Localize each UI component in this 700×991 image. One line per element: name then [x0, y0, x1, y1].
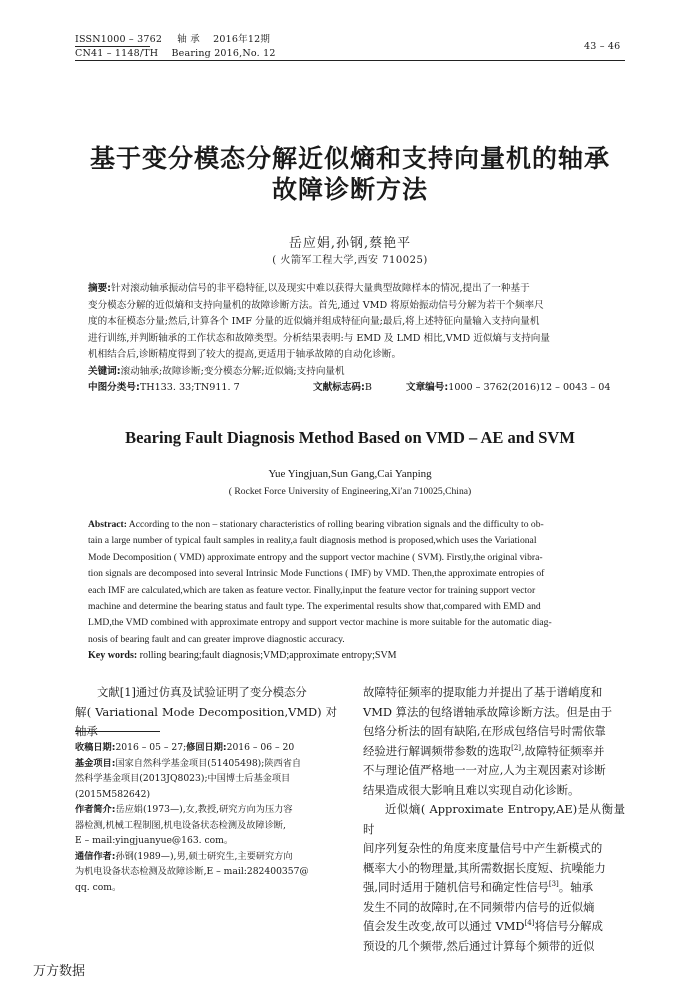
abstract-en-line: According to the non – stationary characteristics of rolling bearing vibration signals and the difficulty to ob-	[128, 519, 544, 530]
abstract-en-line: each IMF are calculated,which are taken as feature vector. Finally,input the feature vector for training support vector	[88, 584, 536, 596]
classification-line	[88, 380, 613, 397]
body-right-line: 不与理论值严格地一一对应,人为主观因素对诊断	[363, 763, 606, 777]
affiliation-en: ( Rocket Force University of Engineering,Xi′an 710025,China)	[228, 486, 472, 497]
abstract-cn-line: 针对滚动轴承振动信号的非平稳特征,以及现实中难以获得大量典型故障样本的情况,提出了一种基于	[111, 283, 530, 294]
abstract-en-line: nosis of bearing fault and can greater improve diagnostic accuracy.	[88, 633, 345, 645]
doc-code-label: 文献标志码:	[313, 382, 365, 393]
body-left	[75, 683, 337, 742]
title-cn-line1: 基于变分模态分解近似熵和支持向量机的轴承	[89, 144, 610, 173]
cn-number: CN41 – 1148/TH	[75, 48, 159, 59]
body-right-line: 包络分析法的固有缺陷,在形成包络信号时需依靠	[363, 724, 606, 738]
received-date	[75, 740, 337, 756]
abstract-cn-line: 机相结合后,诊断精度得到了较大的提高,更适用于轴承故障的自动化诊断。	[88, 349, 402, 360]
funding-line: 然科学基金项目(2013JQ8023);中国博士后基金项目	[75, 773, 291, 784]
body-left-line: 文献[1]通过仿真及试验证明了变分模态分	[97, 685, 307, 699]
author-bio-line: E – mail:yingjuanyue@163. com。	[75, 835, 234, 846]
body-right	[363, 683, 625, 956]
text-span: 值会发生改变,故可以通过 VMD	[363, 919, 525, 933]
header-rule	[75, 60, 625, 61]
text-span: 将信号分解成	[534, 919, 603, 933]
journal-name-cn: 轴 承	[177, 34, 200, 45]
body-right-line: 结果造成很大影响且难以实现自动化诊断。	[363, 782, 580, 797]
body-right-line: 故障特征频率的提取能力并提出了基于谱峭度和	[363, 685, 603, 699]
body-right-line: 发生不同的故障时,在不同频带内信号的近似熵	[363, 899, 595, 914]
author-bio-line: 岳应娟(1973—),女,教授,研究方向为压力容	[115, 804, 293, 815]
journal-name-en: Bearing	[171, 48, 211, 59]
text-span: 强,同时适用于随机信号和确定性信号	[363, 880, 549, 894]
body-right-line: 预设的几个频带,然后通过计算每个频带的近似	[363, 938, 595, 953]
author-bio-line: 器检测,机械工程制图,机电设备状态检测及故障诊断,	[75, 819, 286, 831]
revised-value: 2016 – 06 – 20	[226, 742, 295, 753]
abstract-en	[88, 517, 613, 665]
keywords-cn	[88, 364, 613, 381]
abstract-en-line: tain a large number of typical fault samples in reality,a fault diagnosis method is proposed,which uses the Variational	[88, 535, 537, 547]
body-left-line: 解( Variational Mode Decomposition,VMD) 对轴承	[75, 704, 337, 738]
funding-line: 国家自然科学基金项目(51405498);陕西省自	[115, 757, 302, 769]
doc-code-value: B	[364, 382, 372, 393]
header-underline	[75, 46, 150, 47]
article-number-value: 1000 – 3762(2016)12 – 0043 – 04	[448, 382, 611, 393]
issn: ISSN1000 – 3762	[75, 34, 163, 45]
body-right-line	[363, 742, 625, 762]
issue-cn: 2016年12期	[213, 34, 271, 45]
author-bio	[75, 802, 337, 849]
clc-label: 中图分类号:	[88, 382, 140, 393]
abstract-en-line: tion signals are decomposed into several Intrinsic Mode Functions ( IMF) by VMD. Then,the approximate entropies of	[88, 568, 545, 580]
abstract-cn	[88, 281, 613, 397]
keywords-en-text: rolling bearing;fault diagnosis;VMD;approximate entropy;SVM	[139, 650, 397, 662]
keywords-cn-text: 滚动轴承;故障诊断;变分模态分解;近似熵;支持向量机	[120, 365, 345, 377]
author-bio-label: 作者简介:	[75, 804, 116, 815]
received-value: 2016 – 05 – 27;	[115, 742, 187, 753]
page-range: 43 – 46	[584, 41, 621, 52]
abstract-en-label: Abstract:	[88, 519, 127, 530]
body-right-line: 近似熵( Approximate Entropy,AE)是从衡量时	[363, 802, 625, 836]
corresponding-line: qq. com。	[75, 881, 122, 893]
abstract-cn-label: 摘要:	[88, 283, 112, 294]
issn-line	[75, 33, 270, 46]
corresponding-label: 通信作者:	[75, 850, 116, 862]
body-right-line: 概率大小的物理量,其所需数据长度短、抗噪能力	[363, 860, 606, 875]
footer-brand: 万方数据	[33, 964, 86, 979]
footnote-separator	[75, 731, 160, 732]
body-right-line: VMD 算法的包络谱轴承故障诊断方法。但是由于	[363, 704, 613, 719]
body-right-line: 间序列复杂性的角度来度量信号中产生新模式的	[363, 841, 603, 855]
abstract-en-line: LMD,the VMD combined with approximate entropy and support vector machine is more suitable for the automatic diag-	[88, 617, 552, 629]
funding-label: 基金项目:	[75, 757, 116, 769]
issue-en: 2016,No. 12	[214, 48, 276, 59]
citation-ref[interactable]: [2]	[511, 743, 522, 752]
body-right-line	[363, 878, 625, 898]
received-label: 收稿日期:	[75, 742, 116, 753]
keywords-en-label: Key words:	[88, 650, 138, 662]
text-span: ,故障特征频率并	[521, 743, 605, 758]
article-number-label: 文章编号:	[406, 382, 449, 393]
keywords-en	[88, 648, 613, 664]
keywords-cn-label: 关键词:	[88, 365, 121, 377]
text-span: 经验进行解调频带参数的选取	[363, 743, 512, 758]
abstract-en-line: machine and determine the bearing status and fault type. The experimental results show that,compared with EMD and	[88, 601, 541, 613]
authors-en: Yue Yingjuan,Sun Gang,Cai Yanping	[268, 468, 432, 480]
citation-ref[interactable]: [4]	[524, 919, 535, 927]
body-right-line	[363, 917, 625, 937]
citation-ref[interactable]: [3]	[548, 880, 559, 888]
affiliation-cn: ( 火箭军工程大学,西安 710025)	[272, 255, 428, 266]
corresponding-line: 为机电设备状态检测及故障诊断,E – mail:282400357@	[75, 866, 309, 877]
title-cn-line2: 故障诊断方法	[271, 175, 428, 204]
corresponding-line: 孙钢(1989—),男,硕士研究生,主要研究方向	[115, 850, 293, 862]
authors-cn: 岳应娟,孙钢,蔡艳平	[288, 236, 412, 251]
revised-label: 修回日期:	[186, 742, 227, 753]
abstract-cn-line: 度的本征模态分量;然后,计算各个 IMF 分量的近似熵并组成特征向量;最后,将上述特征向量输入支持向量机	[88, 316, 540, 327]
corresponding-author	[75, 849, 337, 896]
funding-line: (2015M582642)	[75, 788, 151, 800]
abstract-cn-line: 进行训练,并判断轴承的工作状态和故障类型。分析结果表明:与 EMD 及 LMD 相比,VMD 近似熵与支持向量	[88, 332, 550, 344]
abstract-en-line: Mode Decomposition ( VMD) approximate entropy and the support vector machine ( SVM). Firstly,the original vibra-	[88, 551, 543, 563]
title-en: Bearing Fault Diagnosis Method Based on VMD – AE and SVM	[125, 428, 575, 447]
footnotes	[75, 740, 337, 895]
funding	[75, 756, 337, 803]
text-span: 。轴承	[558, 880, 593, 894]
abstract-cn-line: 变分模态分解的近似熵和支持向量机的故障诊断方法。首先,通过 VMD 将原始振动信号分解为若干个频率尺	[88, 299, 544, 311]
clc-value: TH133. 33;TN911. 7	[139, 382, 240, 393]
cn-line	[75, 47, 276, 60]
